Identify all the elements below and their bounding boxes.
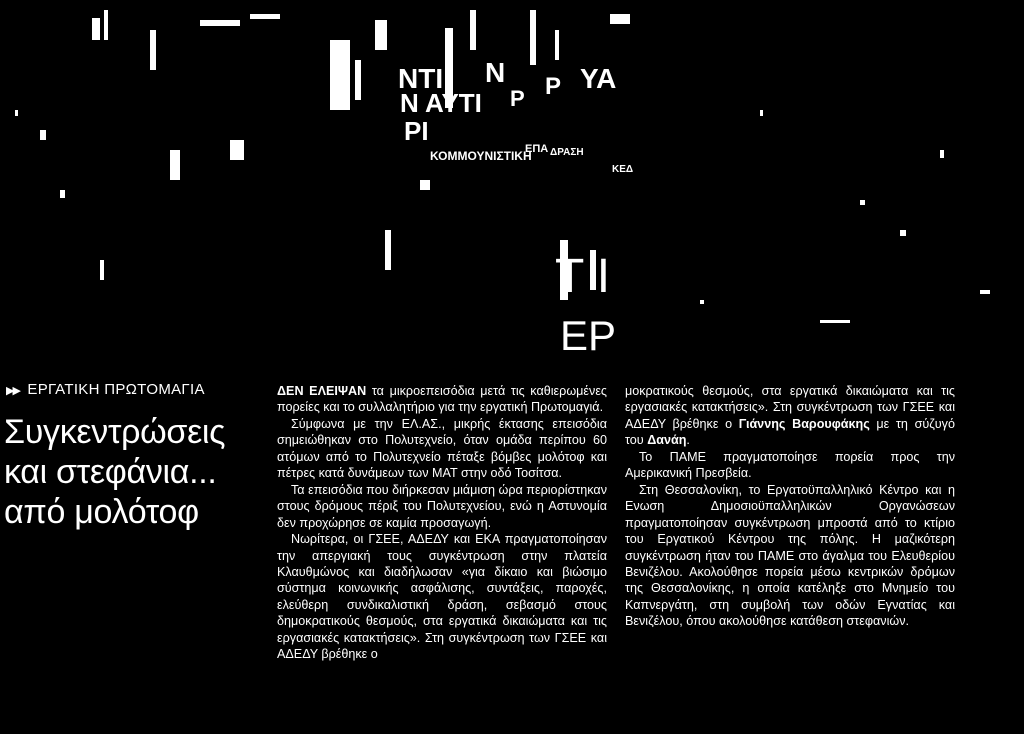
name-danai: Δανάη	[647, 433, 687, 448]
article-paragraph-2: Σύμφωνα με την ΕΛ.ΑΣ., μικρής έκτασης επεισόδια σημειώθηκαν στο Πολυτεχνείο, όταν ομάδα περίπου 60 ατόμων από το Πολυτεχνείο πέταξε βόμβες μολότοφ και πέτρες κατά δυνάμεων των ΜΑΤ στην οδό Τοσίτσα.	[277, 416, 607, 481]
banner-text-4: ΥΑ	[580, 63, 617, 94]
section-label	[6, 381, 205, 398]
paragraph-4-text-3: .	[686, 433, 690, 448]
banner-text-13: ΕΡ	[560, 312, 617, 359]
article-headline	[4, 412, 266, 532]
article-paragraph-4-continued: μοκρατικούς θεσμούς, στα εργατικά δικαιώματα και τις εργασιακές κατακτήσεις». Στη συγκέντρωση των ΓΣΕΕ και ΑΔΕΔΥ βρέθηκε ο Γιάννης Βαρουφάκης με τη σύζυγό του Δανάη.	[625, 384, 955, 448]
article-paragraph-1	[277, 383, 607, 416]
article-paragraph-5: Το ΠΑΜΕ πραγματοποίησε πορεία προς την Αμερικανική Πρεσβεία.	[625, 449, 955, 481]
banner-text-11: ΚΕΔ	[612, 164, 634, 175]
banner-text-7: ΡΙ	[404, 116, 429, 146]
article-paragraph-6: Στη Θεσσαλονίκη, το Εργατοϋπαλληλικό Κέντρο και η Ενωση Δημοσιοϋπαλληλικών Οργανώσεων πραγματοποίησαν συγκέντρωση μπροστά από το κτίριο του Εργατικού Κέντρου της πόλης. Η μαζικότερη συγκέντρωση ήταν του ΠΑΜΕ στο άγαλμα του Ελευθερίου Βενιζέλου. Ακολούθησε πορεία μέσω κεντρικών δρόμων της Θεσσαλονίκης, η οποία κατέληξε στο Μνημείο του Καπνεργάτη, στη συμβολή των οδών Εγνατίας και Βενιζέλου, όπου ακολούθησε κατάθεση στεφανιών.	[625, 482, 955, 629]
headline-line-1: Συγκεντρώσεις	[4, 413, 226, 451]
paragraph-1-text: τα μικροεπεισόδια μετά τις καθιερωμένες πορείες και το συλλαλητήριο για την εργατική Πρωτομαγιά.	[277, 384, 607, 415]
section-label-text: ΕΡΓΑΤΙΚΗ ΠΡΩΤΟΜΑΓΙΑ	[27, 381, 205, 398]
banner-text-9: ΕΠΑ	[525, 143, 549, 155]
banner-text-3: Ρ	[545, 73, 562, 100]
article-paragraph-3: Τα επεισόδια που διήρκεσαν μιάμιση ώρα περιορίστηκαν στους δρόμους πέριξ του Πολυτεχνείου, ενώ η Αστυνομία δεν προχώρησε σε καμία προσαγωγή.	[277, 482, 607, 530]
headline-line-3: από μολότοφ	[4, 493, 199, 531]
banner-text-1: ΝΤΙ	[398, 63, 444, 94]
banner-text-12: Τ Ι	[555, 250, 611, 303]
protest-photo-graphic	[0, 0, 1024, 366]
banner-text-5: Ν ΑΥΤΙ	[400, 88, 482, 118]
article-column-2	[625, 383, 955, 630]
headline-line-2: και στεφάνια...	[4, 453, 217, 491]
paragraph-4-text-2: με τη σύζυγό του	[625, 416, 955, 448]
banner-text-8: ΚΟΜΜΟΥΝΙΣΤΙΚΗ	[430, 149, 532, 163]
paragraph-4-text: Νωρίτερα, οι ΓΣΕΕ, ΑΔΕΔΥ και ΕΚΑ πραγματοποίησαν την απεργιακή τους συγκέντρωση στην πλατεία Κλαυθμώνος και διαδήλωσαν «για δίκαιο και βιώσιμο σύστημα κοινωνικής ασφάλισης, συντάξεις, παροχές, ελεύθερη συνδικαλιστική δράση, σεβασμό στους δημοκρατικούς θεσμούς, στα εργατικά δικαιώματα και τις εργασιακές κατακτήσεις». Στη συγκέντρωση των ΓΣΕΕ και ΑΔΕΔΥ βρέθηκε ο	[277, 532, 607, 662]
article-column-1	[277, 383, 607, 662]
banner-text-2: Ν	[485, 57, 506, 88]
article-paragraph-4	[277, 531, 607, 662]
protest-photo	[0, 0, 1024, 366]
double-arrow-icon: ▶▶	[6, 385, 19, 397]
banner-text-6: Ρ	[510, 86, 525, 111]
name-varoufakis: Γιάννης Βαρουφάκης	[738, 416, 870, 431]
banner-text-10: ΔΡΑΣΗ	[550, 147, 584, 158]
lead-in: ΔΕΝ ΕΛΕΙΨΑΝ	[277, 384, 367, 398]
